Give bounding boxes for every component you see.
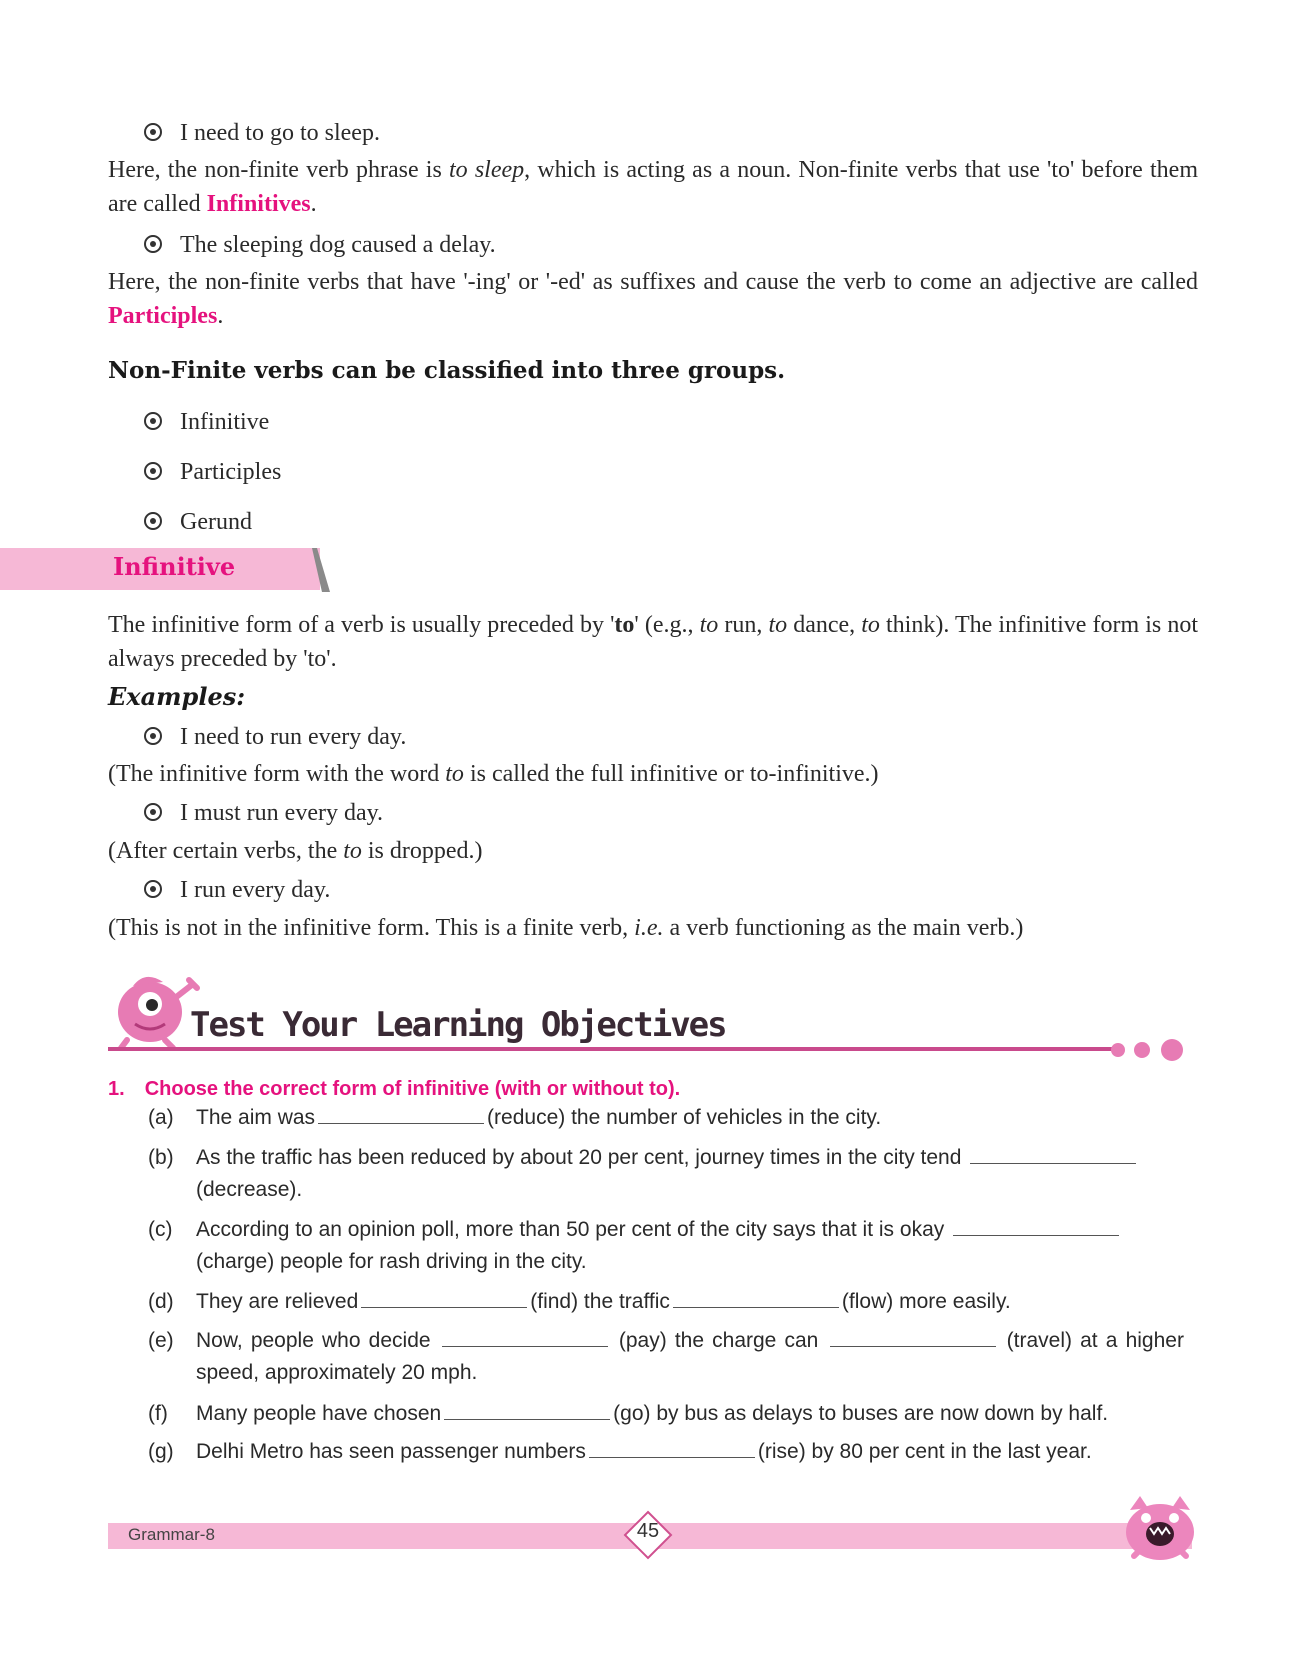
bullet-icon [144,412,162,430]
question-item-a: (a) The aim was (reduce) the number of vehicles in the city. [148,1102,1190,1134]
answer-blank[interactable] [361,1287,527,1308]
test-section-title: Test Your Learning Objectives [190,1005,726,1045]
groups-heading: Non-Finite verbs can be classified into three groups. [108,357,786,384]
paragraph-infinitive-definition: The infinitive form of a verb is usually preceded by 'to' (e.g., to run, to dance, to think). The infinitive form is not always preceded by 'to'. [108,612,1198,672]
question-item-e: (e) Now, people who decide (pay) the charge can (travel) at a higher speed, approximately 20 mph. [148,1325,1190,1389]
section-title-infinitive: Infinitive [113,552,236,581]
answer-blank[interactable] [830,1326,996,1347]
answer-blank[interactable] [953,1215,1119,1236]
paragraph-infinitives: Here, the non-finite verb phrase is to sleep, which is acting as a noun. Non-finite verbs that use 'to' before them are called Infinitives. [108,157,1198,217]
bullet-icon [144,803,162,821]
example-bullet-sleep: I need to go to sleep. [144,116,380,150]
answer-blank[interactable] [970,1143,1136,1164]
question-item-g: (g) Delhi Metro has seen passenger numbers (rise) by 80 per cent in the last year. [148,1436,1190,1468]
question-item-f: (f) Many people have chosen (go) by bus as delays to buses are now down by half. [148,1398,1190,1430]
monster-footer-icon [1120,1492,1200,1564]
decorative-dots-icon [1106,1038,1196,1062]
question-item-b: (b) As the traffic has been reduced by about 20 per cent, journey times in the city tend (decrease). [148,1142,1190,1206]
example-bullet-1: I need to run every day. [144,720,406,754]
answer-blank[interactable] [673,1287,839,1308]
term-infinitives: Infinitives [206,191,311,217]
answer-blank[interactable] [442,1326,608,1347]
bullet-icon [144,235,162,253]
answer-blank[interactable] [444,1399,610,1420]
example-bullet-3: I run every day. [144,873,330,907]
example-note-2: (After certain verbs, the to is dropped.) [108,838,483,864]
example-bullet-2: I must run every day. [144,796,383,830]
footer-book-title: Grammar-8 [128,1525,215,1544]
example-note-3: (This is not in the infinitive form. This is a finite verb, i.e. a verb functioning as the main verb.) [108,915,1024,941]
title-underline [108,1047,1118,1051]
examples-label: Examples: [108,682,246,711]
group-item-infinitive: Infinitive [144,405,269,439]
example-note-1: (The infinitive form with the word to is called the full infinitive or to-infinitive.) [108,761,879,787]
bullet-icon [144,462,162,480]
paragraph-participles: Here, the non-finite verbs that have '-ing' or '-ed' as suffixes and cause the verb to come an adjective are called Participles. [108,269,1198,329]
question-item-d: (d) They are relieved (find) the traffic (flow) more easily. [148,1286,1190,1318]
bullet-icon [144,727,162,745]
question-item-c: (c) According to an opinion poll, more than 50 per cent of the city says that it is okay (charge) people for rash driving in the city. [148,1214,1190,1278]
answer-blank[interactable] [318,1103,484,1124]
group-item-participles: Participles [144,455,281,489]
bullet-icon [144,880,162,898]
term-participles: Participles [108,303,218,329]
answer-blank[interactable] [589,1437,755,1458]
section-header-tail [312,548,330,592]
group-item-gerund: Gerund [144,505,252,539]
page-number: 45 [636,1520,660,1542]
bullet-icon [144,512,162,530]
example-bullet-sleeping-dog: The sleeping dog caused a delay. [144,228,496,262]
bullet-icon [144,123,162,141]
question-number: 1. [108,1078,125,1100]
question-heading: 1. Choose the correct form of infinitive (with or without to). [108,1078,681,1100]
